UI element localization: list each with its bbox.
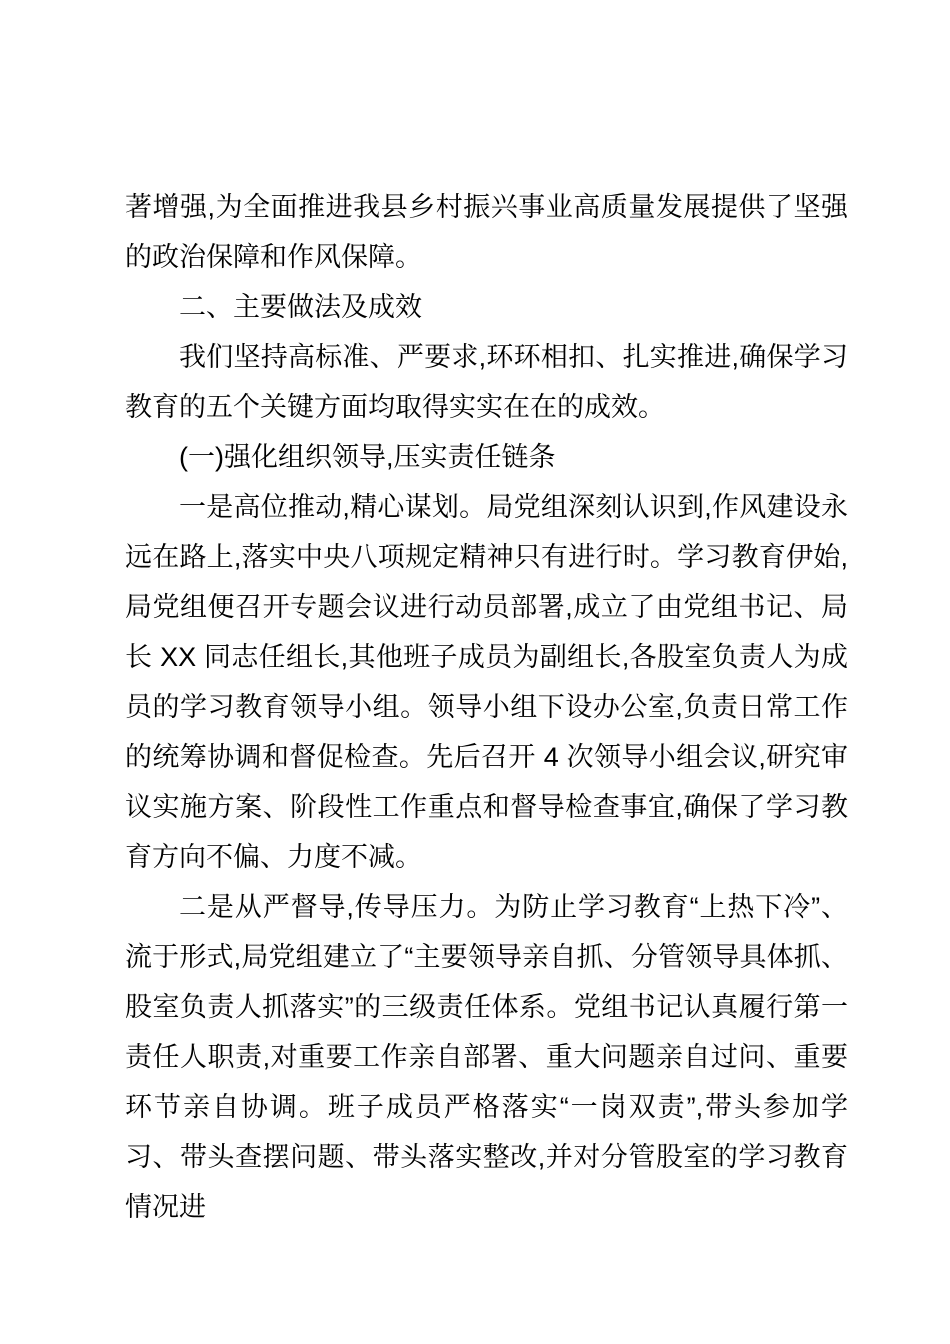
document-body [125,182,848,1232]
paragraph: 我们坚持高标准、严要求,环环相扣、扎实推进,确保学习教育的五个关键方面均取得实实在在的成效。 [125,342,848,422]
paragraph: 著增强,为全面推进我县乡村振兴事业高质量发展提供了坚强的政治保障和作风保障。 [125,192,848,272]
paragraph: 二、主要做法及成效 [179,292,422,322]
paragraph: 一是高位推动,精心谋划。局党组深刻认识到,作风建设永远在路上,落实中央八项规定精神只有进行时。学习教育伊始,局党组便召开专题会议进行动员部署,成立了由党组书记、局长 XX 同志任组长,其他班子成员为副组长,各股室负责人为成员的学习教育领导小组。领导小组下设办公室,负责日常工作的统筹协调和督促检查。先后召开 4 次领导小组会议,研究审议实施方案、阶段性工作重点和督导检查事宜,确保了学习教育方向不偏、力度不减。 [125,492,848,872]
paragraph: (一)强化组织领导,压实责任链条 [179,442,556,472]
paragraph: 二是从严督导,传导压力。为防止学习教育“上热下冷”、流于形式,局党组建立了“主要领导亲自抓、分管领导具体抓、股室负责人抓落实”的三级责任体系。党组书记认真履行第一责任人职责,对重要工作亲自部署、重大问题亲自过问、重要环节亲自协调。班子成员严格落实“一岗双责”,带头参加学习、带头查摆问题、带头落实整改,并对分管股室的学习教育情况进 [125,892,848,1222]
